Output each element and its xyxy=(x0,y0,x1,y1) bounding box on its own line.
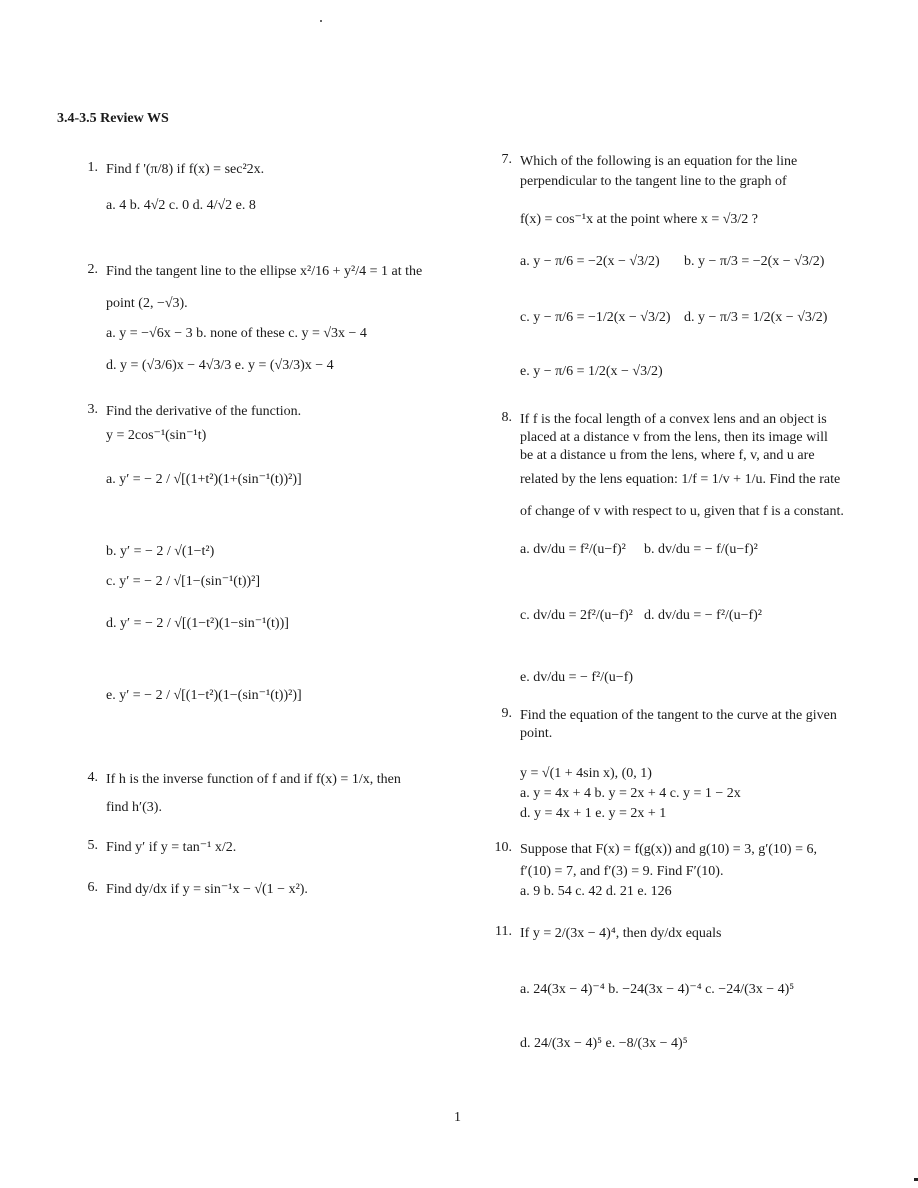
question-text-cont: placed at a distance v from the lens, then its image will xyxy=(520,430,828,445)
question-number: 11. xyxy=(495,924,512,939)
choice-d: d. y′ = − 2 / √[(1−t²)(1−sin⁻¹(t))] xyxy=(106,616,289,631)
function-expression: y = √(1 + 4sin x), (0, 1) xyxy=(520,766,652,781)
question-text: Find the tangent line to the ellipse x²/16 + y²/4 = 1 at the xyxy=(106,264,423,279)
choice-e: e. y − π/6 = 1/2(x − √3/2) xyxy=(520,364,663,379)
question-number: 10. xyxy=(494,840,512,855)
choice-c: c. dv/du = 2f²/(u−f)² xyxy=(520,608,633,623)
question-number: 1. xyxy=(87,160,98,175)
question-text: Find f '(π/8) if f(x) = sec²2x. xyxy=(106,162,265,177)
choice-c: c. y′ = − 2 / √[1−(sin⁻¹(t))²] xyxy=(106,574,261,589)
choice-d: d. y − π/3 = 1/2(x − √3/2) xyxy=(684,310,828,325)
answer-choices: a. y = −√6x − 3 b. none of these c. y = √3x − 4 xyxy=(106,326,367,341)
question-number: 8. xyxy=(501,410,512,425)
question-text-cont: perpendicular to the tangent line to the graph of xyxy=(520,174,787,189)
question-text: If h is the inverse function of f and if f(x) = 1/x, then xyxy=(106,772,401,787)
answer-choices: a. y = 4x + 4 b. y = 2x + 4 c. y = 1 − 2x xyxy=(520,786,741,801)
choice-c: c. y − π/6 = −1/2(x − √3/2) xyxy=(520,310,671,325)
choice-a: a. dv/du = f²/(u−f)² xyxy=(520,542,626,557)
choice-e: e. y′ = − 2 / √[(1−t²)(1−(sin⁻¹(t))²)] xyxy=(106,688,302,703)
question-text: Find the equation of the tangent to the curve at the given xyxy=(520,708,837,723)
question-number: 7. xyxy=(501,152,512,167)
question-text-cont: be at a distance u from the lens, where f, v, and u are xyxy=(520,448,815,463)
question-number: 3. xyxy=(87,402,98,417)
choice-b: b. dv/du = − f/(u−f)² xyxy=(644,542,758,557)
question-text: Suppose that F(x) = f(g(x)) and g(10) = 3, g′(10) = 6, xyxy=(520,842,817,857)
choice-e: e. dv/du = − f²/(u−f) xyxy=(520,670,634,685)
question-text-cont: point (2, −√3). xyxy=(106,296,188,311)
question-text: If y = 2/(3x − 4)⁴, then dy/dx equals xyxy=(520,926,722,941)
answer-choices: a. 9 b. 54 c. 42 d. 21 e. 126 xyxy=(520,884,672,899)
question-text-cont: of change of v with respect to u, given that f is a constant. xyxy=(520,504,844,519)
question-text: Which of the following is an equation for the line xyxy=(520,154,798,169)
question-number: 9. xyxy=(501,706,512,721)
page-number: 1 xyxy=(454,1110,461,1125)
answer-choices: d. y = (√3/6)x − 4√3/3 e. y = (√3/3)x − 4 xyxy=(106,358,334,373)
question-text-cont: point. xyxy=(520,726,553,741)
question-text-cont: related by the lens equation: 1/f = 1/v + 1/u. Find the rate xyxy=(520,472,841,487)
function-expression: y = 2cos⁻¹(sin⁻¹t) xyxy=(106,428,207,443)
question-text: If f is the focal length of a convex lens and an object is xyxy=(520,412,827,427)
worksheet-title: 3.4-3.5 Review WS xyxy=(57,111,169,126)
question-number: 4. xyxy=(87,770,98,785)
choice-b: b. y′ = − 2 / √(1−t²) xyxy=(106,544,215,559)
question-text-cont: f(x) = cos⁻¹x at the point where x = √3/2 ? xyxy=(520,212,758,227)
choice-a: a. y − π/6 = −2(x − √3/2) xyxy=(520,254,660,269)
choice-d: d. dv/du = − f²/(u−f)² xyxy=(644,608,763,623)
question-number: 5. xyxy=(87,838,98,853)
question-number: 2. xyxy=(87,262,98,277)
question-text-cont: f′(10) = 7, and f′(3) = 9. Find F′(10). xyxy=(520,864,724,879)
question-number: 6. xyxy=(87,880,98,895)
question-text: Find y′ if y = tan⁻¹ x/2. xyxy=(106,840,237,855)
question-text: Find dy/dx if y = sin⁻¹x − √(1 − x²). xyxy=(106,882,308,897)
scan-speck xyxy=(320,20,322,22)
choice-a: a. y′ = − 2 / √[(1+t²)(1+(sin⁻¹(t))²)] xyxy=(106,472,302,487)
scan-speck xyxy=(914,1178,918,1181)
question-text-cont: find h′(3). xyxy=(106,800,162,815)
answer-choices: a. 4 b. 4√2 c. 0 d. 4/√2 e. 8 xyxy=(106,198,256,213)
answer-choices: d. 24/(3x − 4)⁵ e. −8/(3x − 4)⁵ xyxy=(520,1036,688,1051)
answer-choices: a. 24(3x − 4)⁻⁴ b. −24(3x − 4)⁻⁴ c. −24/(3x − 4)⁵ xyxy=(520,982,795,997)
answer-choices: d. y = 4x + 1 e. y = 2x + 1 xyxy=(520,806,667,821)
question-text: Find the derivative of the function. xyxy=(106,404,302,419)
choice-b: b. y − π/3 = −2(x − √3/2) xyxy=(684,254,825,269)
